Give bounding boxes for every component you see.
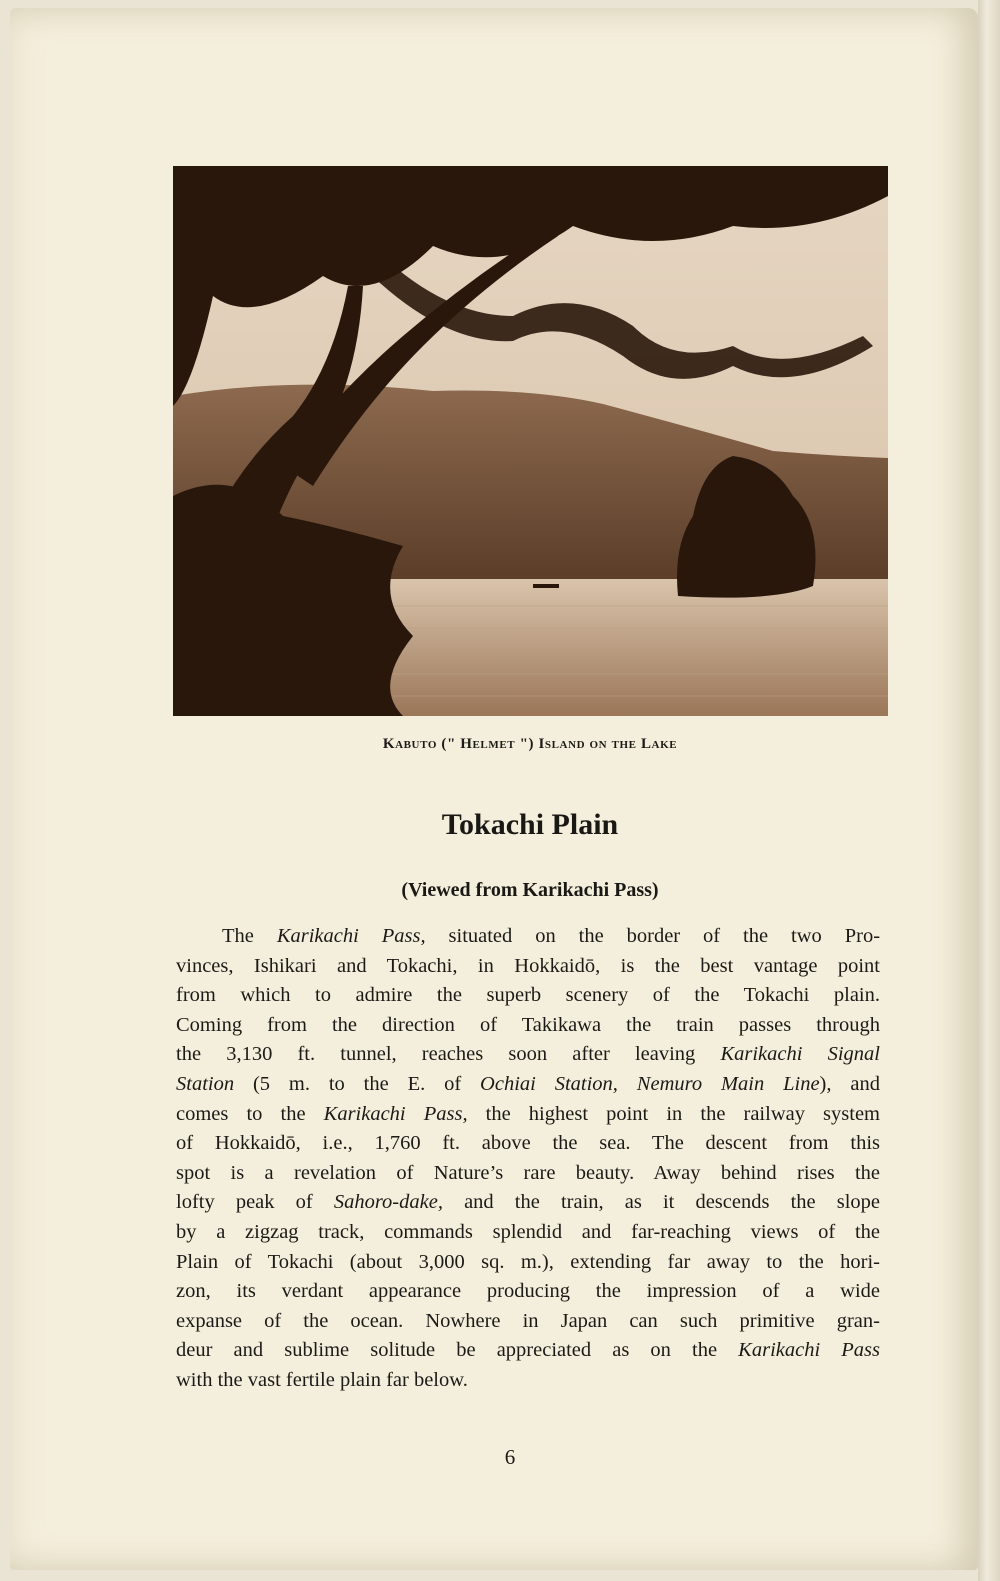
text-line bbox=[176, 1100, 880, 1130]
text-run: of Hokkaidō, i.e., 1,760 ft. above the sea. The descent from this bbox=[176, 1132, 880, 1155]
text-line bbox=[176, 1011, 880, 1041]
text-line bbox=[176, 1336, 880, 1366]
text-line bbox=[176, 1129, 880, 1159]
page-edge bbox=[978, 0, 1000, 1581]
text-run: situated on the border of the two Pro- bbox=[425, 925, 881, 947]
page-number: 6 bbox=[504, 1445, 516, 1469]
italic-text: Karikachi Signal bbox=[720, 1043, 880, 1066]
text-line bbox=[176, 1188, 880, 1218]
text-line bbox=[176, 1159, 880, 1189]
text-run: Plain of Tokachi (about 3,000 sq. m.), extending far away to the hori- bbox=[176, 1250, 880, 1273]
italic-text: Station bbox=[176, 1072, 235, 1095]
italic-text: Karikachi Pass, bbox=[276, 925, 426, 947]
text-line bbox=[176, 1070, 880, 1100]
text-run: the 3,130 ft. tunnel, reaches soon after leaving bbox=[176, 1043, 721, 1066]
text-line bbox=[176, 952, 880, 982]
text-run: by a zigzag track, commands splendid and far-reaching views of the bbox=[176, 1220, 880, 1243]
text-run: expanse of the ocean. Nowhere in Japan can such primitive gran- bbox=[176, 1309, 880, 1332]
text-line bbox=[176, 1248, 880, 1278]
text-line bbox=[176, 1218, 880, 1248]
text-run: and the train, as it descends the slope bbox=[442, 1191, 880, 1214]
photo-caption: Kabuto (" Helmet ") Island on the Lake bbox=[382, 736, 678, 752]
text-run: vinces, Ishikari and Tokachi, in Hokkaidō, is the best vantage point bbox=[176, 954, 880, 977]
text-line bbox=[176, 1366, 880, 1396]
italic-text: Sahoro-dake, bbox=[333, 1191, 443, 1214]
photo-illustration bbox=[173, 166, 888, 716]
section-title: Tokachi Plain bbox=[441, 808, 619, 841]
text-line bbox=[176, 1307, 880, 1337]
text-line bbox=[176, 981, 880, 1011]
italic-text: Ochiai Station, Nemuro Main Line bbox=[480, 1072, 820, 1095]
text-run: with the vast fertile plain far below. bbox=[176, 1368, 468, 1391]
text-run: (5 m. to the E. of bbox=[234, 1072, 481, 1095]
text-line bbox=[176, 1040, 880, 1070]
text-run: comes to the bbox=[176, 1102, 324, 1125]
body-paragraph bbox=[176, 922, 880, 1396]
text-line bbox=[176, 922, 880, 952]
section-subtitle: (Viewed from Karikachi Pass) bbox=[401, 879, 659, 901]
text-run: spot is a revelation of Nature’s rare beauty. Away behind rises the bbox=[176, 1161, 880, 1184]
text-run: lofty peak of bbox=[176, 1191, 334, 1214]
text-run: the highest point in the railway system bbox=[467, 1102, 881, 1125]
text-run: from which to admire the superb scenery of the Tokachi plain. bbox=[176, 984, 880, 1007]
text-run: ), and bbox=[819, 1072, 880, 1095]
italic-text: Karikachi Pass, bbox=[323, 1102, 468, 1125]
text-line bbox=[176, 1277, 880, 1307]
text-run: zon, its verdant appearance producing the impression of a wide bbox=[176, 1280, 880, 1303]
text-run: The bbox=[222, 925, 277, 947]
text-run: Coming from the direction of Takikawa the train passes through bbox=[176, 1013, 880, 1036]
text-run: deur and sublime solitude be appreciated as on the bbox=[176, 1339, 739, 1362]
sepia-photo bbox=[173, 166, 888, 716]
italic-text: Karikachi Pass bbox=[738, 1339, 880, 1362]
